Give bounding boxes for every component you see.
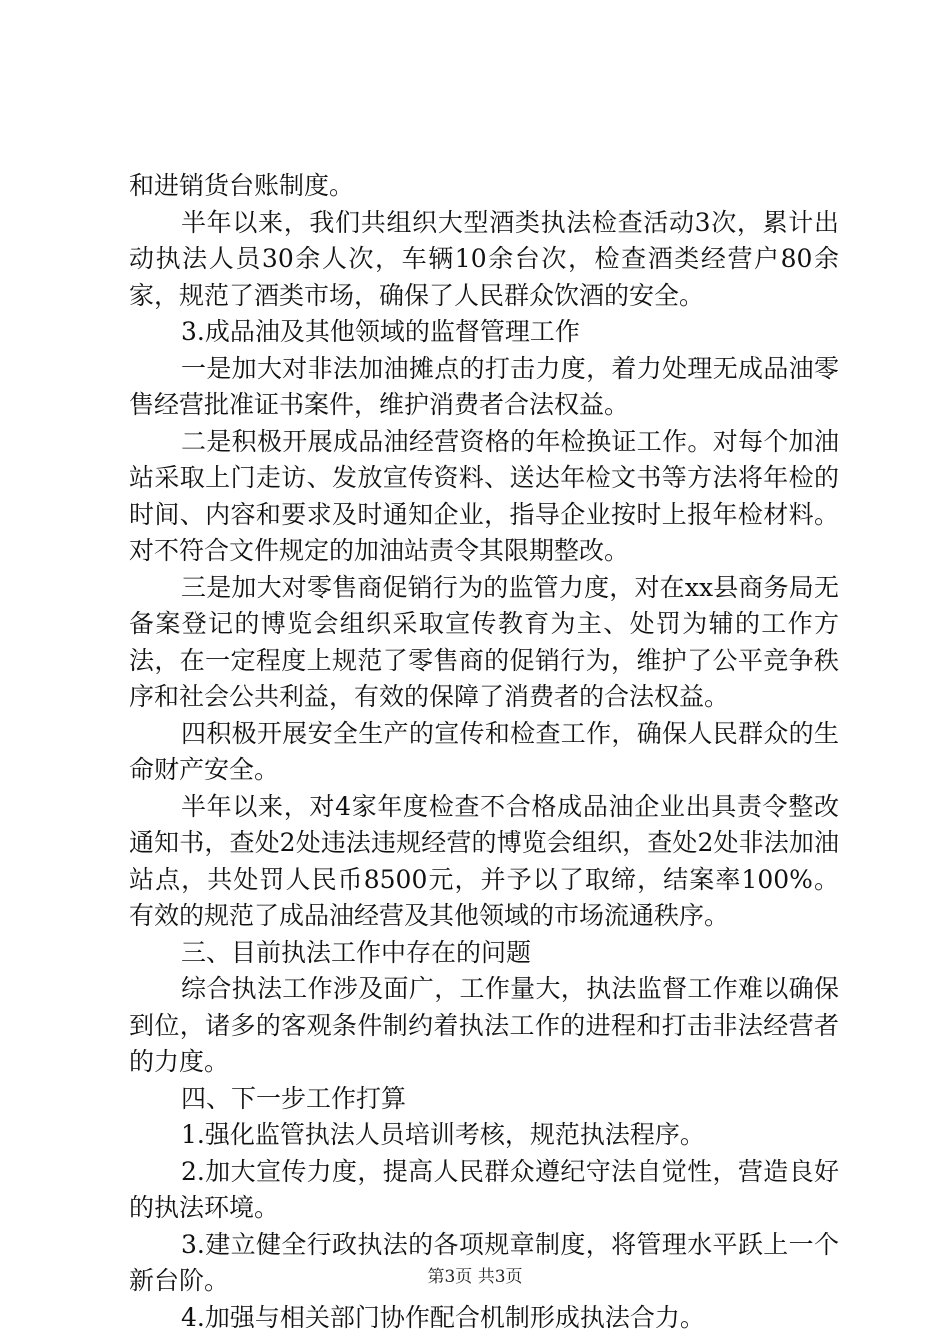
list-item: 1.强化监管执法人员培训考核，规范执法程序。: [181, 1120, 705, 1149]
section-heading: 三、目前执法工作中存在的问题: [181, 937, 532, 967]
list-item: 3.建立健全行政执法的各项规章制度，将管理水平跃上一个新台阶。: [129, 1229, 839, 1295]
paragraph: 四积极开展安全生产的宣传和检查工作，确保人民群众的生命财产安全。: [129, 718, 839, 784]
paragraph: 综合执法工作涉及面广，工作量大，执法监督工作难以确保到位，诸多的客观条件制约着执法工作的进程和打击非法经营者的力度。: [129, 974, 839, 1076]
paragraph: 二是积极开展成品油经营资格的年检换证工作。对每个加油站采取上门走访、发放宣传资料、送达年检文书等方法将年检的时间、内容和要求及时通知企业，指导企业按时上报年检材料。对不符合文件规定的加油站责令其限期整改。: [129, 426, 839, 565]
paragraph: 和进销货台账制度。: [129, 171, 355, 200]
document-body: [129, 168, 839, 1336]
page-number-footer: 第3页 共3页: [427, 1267, 523, 1287]
section-subheading: 3.成品油及其他领域的监督管理工作: [181, 317, 580, 346]
section-heading: 四、下一步工作打算: [181, 1083, 407, 1113]
paragraph: 三是加大对零售商促销行为的监管力度，对在xx县商务局无备案登记的博览会组织采取宣传教育为主、处罚为辅的工作方法，在一定程度上规范了零售商的促销行为，维护了公平竞争秩序和社会公共利益，有效的保障了消费者的合法权益。: [129, 572, 839, 711]
paragraph: 半年以来，我们共组织大型酒类执法检查活动3次，累计出动执法人员30余人次，车辆10余台次，检查酒类经营户80余家，规范了酒类市场，确保了人民群众饮酒的安全。: [129, 207, 839, 310]
paragraph: 半年以来，对4家年度检查不合格成品油企业出具责令整改通知书，查处2处违法违规经营的博览会组织，查处2处非法加油站点，共处罚人民币8500元，并予以了取缔，结案率100%。有效的规范了成品油经营及其他领域的市场流通秩序。: [129, 791, 839, 930]
list-item: 2.加大宣传力度，提高人民群众遵纪守法自觉性，营造良好的执法环境。: [129, 1156, 839, 1222]
paragraph: 一是加大对非法加油摊点的打击力度，着力处理无成品油零售经营批准证书案件，维护消费者合法权益。: [129, 353, 839, 419]
list-item: 4.加强与相关部门协作配合机制形成执法合力。: [181, 1302, 705, 1332]
